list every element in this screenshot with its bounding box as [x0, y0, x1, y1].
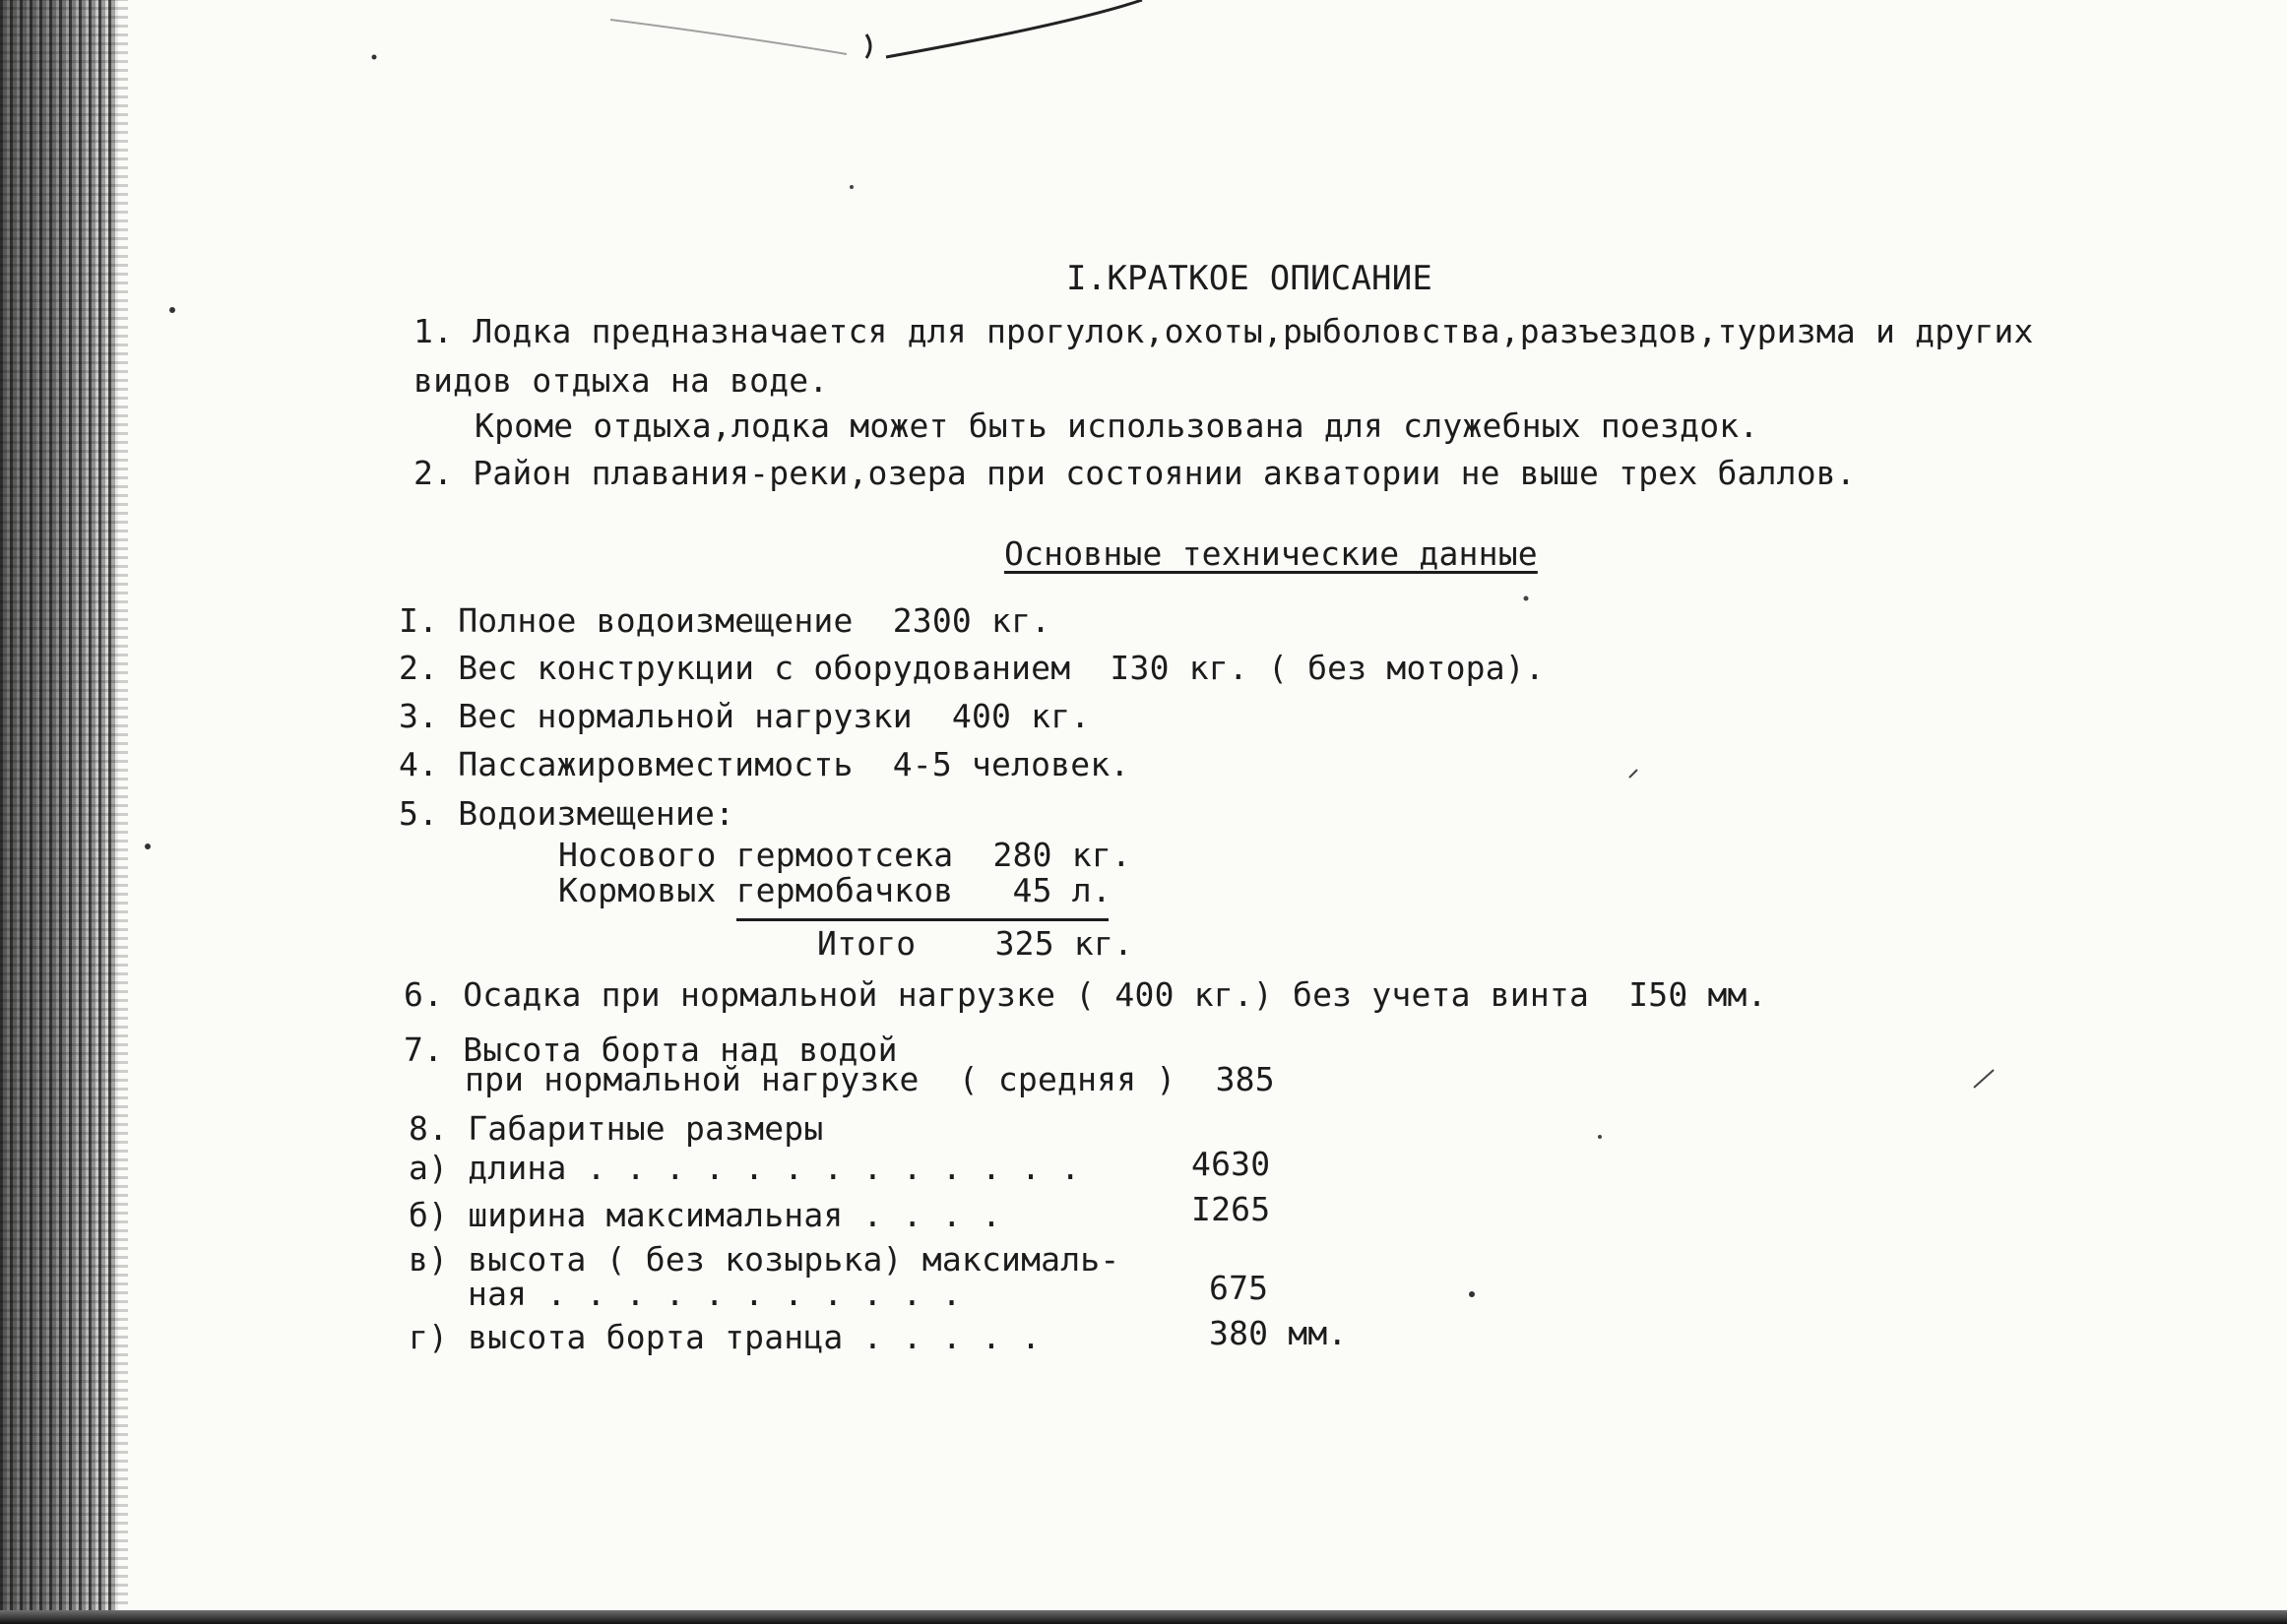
intro-paragraph-1-line-3: Кроме отдыха,лодка может быть использована для служебных поездок. — [475, 406, 1759, 445]
section-heading: I.КРАТКОЕ ОПИСАНИЕ — [1066, 259, 1433, 298]
spec-5: 5. Водоизмещение: — [399, 794, 735, 833]
spec-8: 8. Габаритные размеры — [409, 1109, 824, 1148]
spec-3: 3. Вес нормальной нагрузки 400 кг. — [399, 697, 1091, 735]
spec-7-line-2: при нормальной нагрузке ( средняя ) 385 — [465, 1060, 1275, 1098]
dimension-transom-label: г) высота борта транца . . . . . — [409, 1318, 1042, 1356]
dimension-width-label: б) ширина максимальная . . . . — [409, 1196, 1002, 1234]
dimension-length-label: а) длина . . . . . . . . . . . . . — [409, 1149, 1081, 1187]
spec-7-line-1: 7. Высота борта над водой — [404, 1031, 898, 1069]
intro-paragraph-1-line-1: 1. Лодка предназначается для прогулок,охоты,рыболовства,разъездов,туризма и других — [413, 312, 2034, 350]
spec-6: 6. Осадка при нормальной нагрузке ( 400 кг.) без учета винта I50 мм. — [404, 975, 1767, 1014]
spec-2: 2. Вес конструкции с оборудованием I30 кг. ( без мотора). — [399, 649, 1545, 687]
spec-4: 4. Пассажировместимость 4-5 человек. — [399, 745, 1130, 783]
dimension-width-value: I265 — [1191, 1190, 1271, 1228]
dimension-height-value: 675 — [1209, 1269, 1269, 1307]
spec-1: I. Полное водоизмещение 2300 кг. — [399, 601, 1051, 640]
dimension-length-value: 4630 — [1191, 1145, 1271, 1183]
technical-data-heading: Основные технические данные — [1004, 534, 1538, 573]
intro-paragraph-1-line-2: видов отдыха на воде. — [413, 361, 829, 400]
total-rule — [736, 918, 1109, 921]
intro-paragraph-2: 2. Район плавания-реки,озера при состоянии акватории не выше трех баллов. — [413, 454, 1856, 492]
dimension-height-label-line-1: в) высота ( без козырька) максималь- — [409, 1240, 1120, 1279]
spec-5-total: Итого 325 кг. — [817, 924, 1134, 963]
spec-5-stern-tanks: Кормовых гермобачков 45 л. — [558, 871, 1112, 909]
dimension-transom-value: 380 мм. — [1209, 1314, 1348, 1352]
dimension-height-label-line-2: ная . . . . . . . . . . . — [468, 1275, 962, 1313]
spec-5-bow-compartment: Носового гермоотсека 280 кг. — [558, 836, 1131, 874]
